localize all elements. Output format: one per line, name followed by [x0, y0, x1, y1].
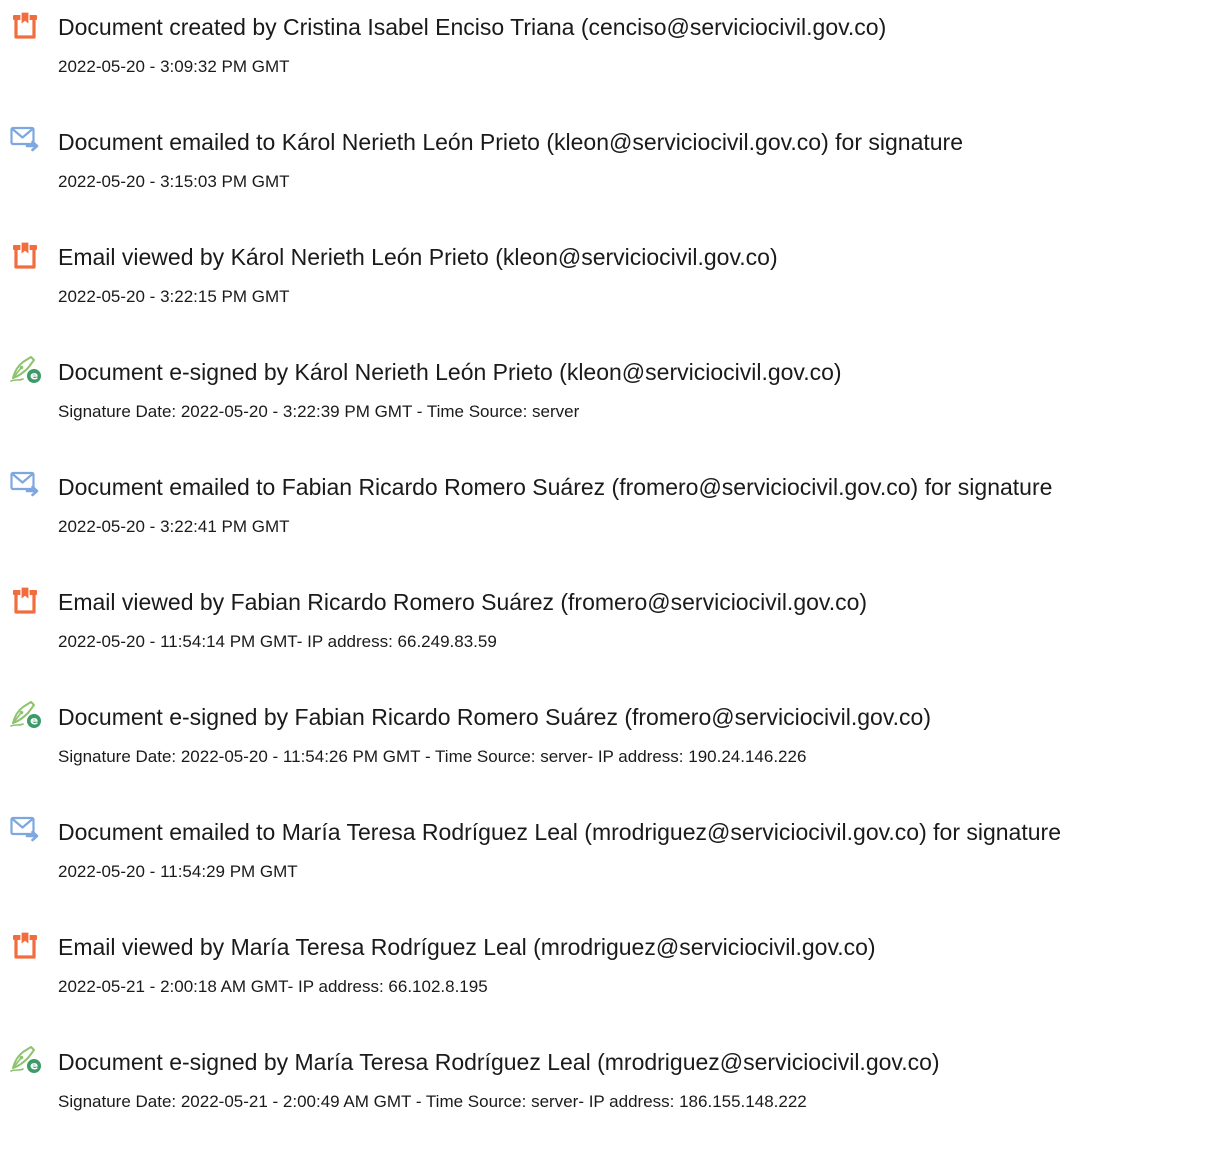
audit-event — [10, 240, 1228, 355]
event-title: Document e-signed by María Teresa Rodríguez Leal (mrodriguez@serviciocivil.gov.co) — [58, 1049, 940, 1075]
document-icon — [10, 240, 40, 270]
email-sent-icon — [10, 125, 40, 155]
audit-event — [10, 815, 1228, 930]
audit-event — [10, 585, 1228, 700]
audit-event — [10, 470, 1228, 585]
event-timestamp: Signature Date: 2022-05-20 - 11:54:26 PM GMT - Time Source: server- IP address: 190.24.146.226 — [58, 747, 807, 766]
event-timestamp: 2022-05-20 - 11:54:29 PM GMT — [58, 862, 298, 881]
event-title: Document e-signed by Fabian Ricardo Romero Suárez (fromero@serviciocivil.gov.co) — [58, 704, 931, 730]
event-timestamp: Signature Date: 2022-05-20 - 3:22:39 PM GMT - Time Source: server — [58, 402, 580, 421]
event-title: Document emailed to Károl Nerieth León Prieto (kleon@serviciocivil.gov.co) for signature — [58, 129, 963, 155]
document-icon — [10, 585, 40, 615]
audit-event — [10, 125, 1228, 240]
event-timestamp: 2022-05-20 - 3:09:32 PM GMT — [58, 57, 290, 76]
audit-event — [10, 1045, 1228, 1160]
event-timestamp: 2022-05-20 - 3:15:03 PM GMT — [58, 172, 290, 191]
audit-event-list — [10, 10, 1228, 1160]
esign-pen-icon — [10, 700, 40, 730]
event-timestamp: 2022-05-20 - 11:54:14 PM GMT- IP address: 66.249.83.59 — [58, 632, 497, 651]
event-title: Email viewed by María Teresa Rodríguez Leal (mrodriguez@serviciocivil.gov.co) — [58, 934, 876, 960]
event-title: Email viewed by Fabian Ricardo Romero Suárez (fromero@serviciocivil.gov.co) — [58, 589, 868, 615]
esign-pen-icon — [10, 355, 40, 385]
audit-event — [10, 10, 1228, 125]
document-icon — [10, 930, 40, 960]
email-sent-icon — [10, 815, 40, 845]
email-sent-icon — [10, 470, 40, 500]
event-title: Document emailed to Fabian Ricardo Romero Suárez (fromero@serviciocivil.gov.co) for signature — [58, 474, 1053, 500]
audit-event — [10, 355, 1228, 470]
event-timestamp: Signature Date: 2022-05-21 - 2:00:49 AM GMT - Time Source: server- IP address: 186.155.148.222 — [58, 1092, 807, 1111]
event-title: Document created by Cristina Isabel Enciso Triana (cenciso@serviciocivil.gov.co) — [58, 14, 887, 40]
event-title: Document emailed to María Teresa Rodríguez Leal (mrodriguez@serviciocivil.gov.co) for signature — [58, 819, 1061, 845]
event-timestamp: 2022-05-21 - 2:00:18 AM GMT- IP address: 66.102.8.195 — [58, 977, 488, 996]
audit-event — [10, 700, 1228, 815]
esign-pen-icon — [10, 1045, 40, 1075]
event-title: Email viewed by Károl Nerieth León Prieto (kleon@serviciocivil.gov.co) — [58, 244, 778, 270]
audit-event — [10, 930, 1228, 1045]
event-timestamp: 2022-05-20 - 3:22:41 PM GMT — [58, 517, 290, 536]
event-timestamp: 2022-05-20 - 3:22:15 PM GMT — [58, 287, 290, 306]
event-title: Document e-signed by Károl Nerieth León Prieto (kleon@serviciocivil.gov.co) — [58, 359, 842, 385]
document-icon — [10, 10, 40, 40]
